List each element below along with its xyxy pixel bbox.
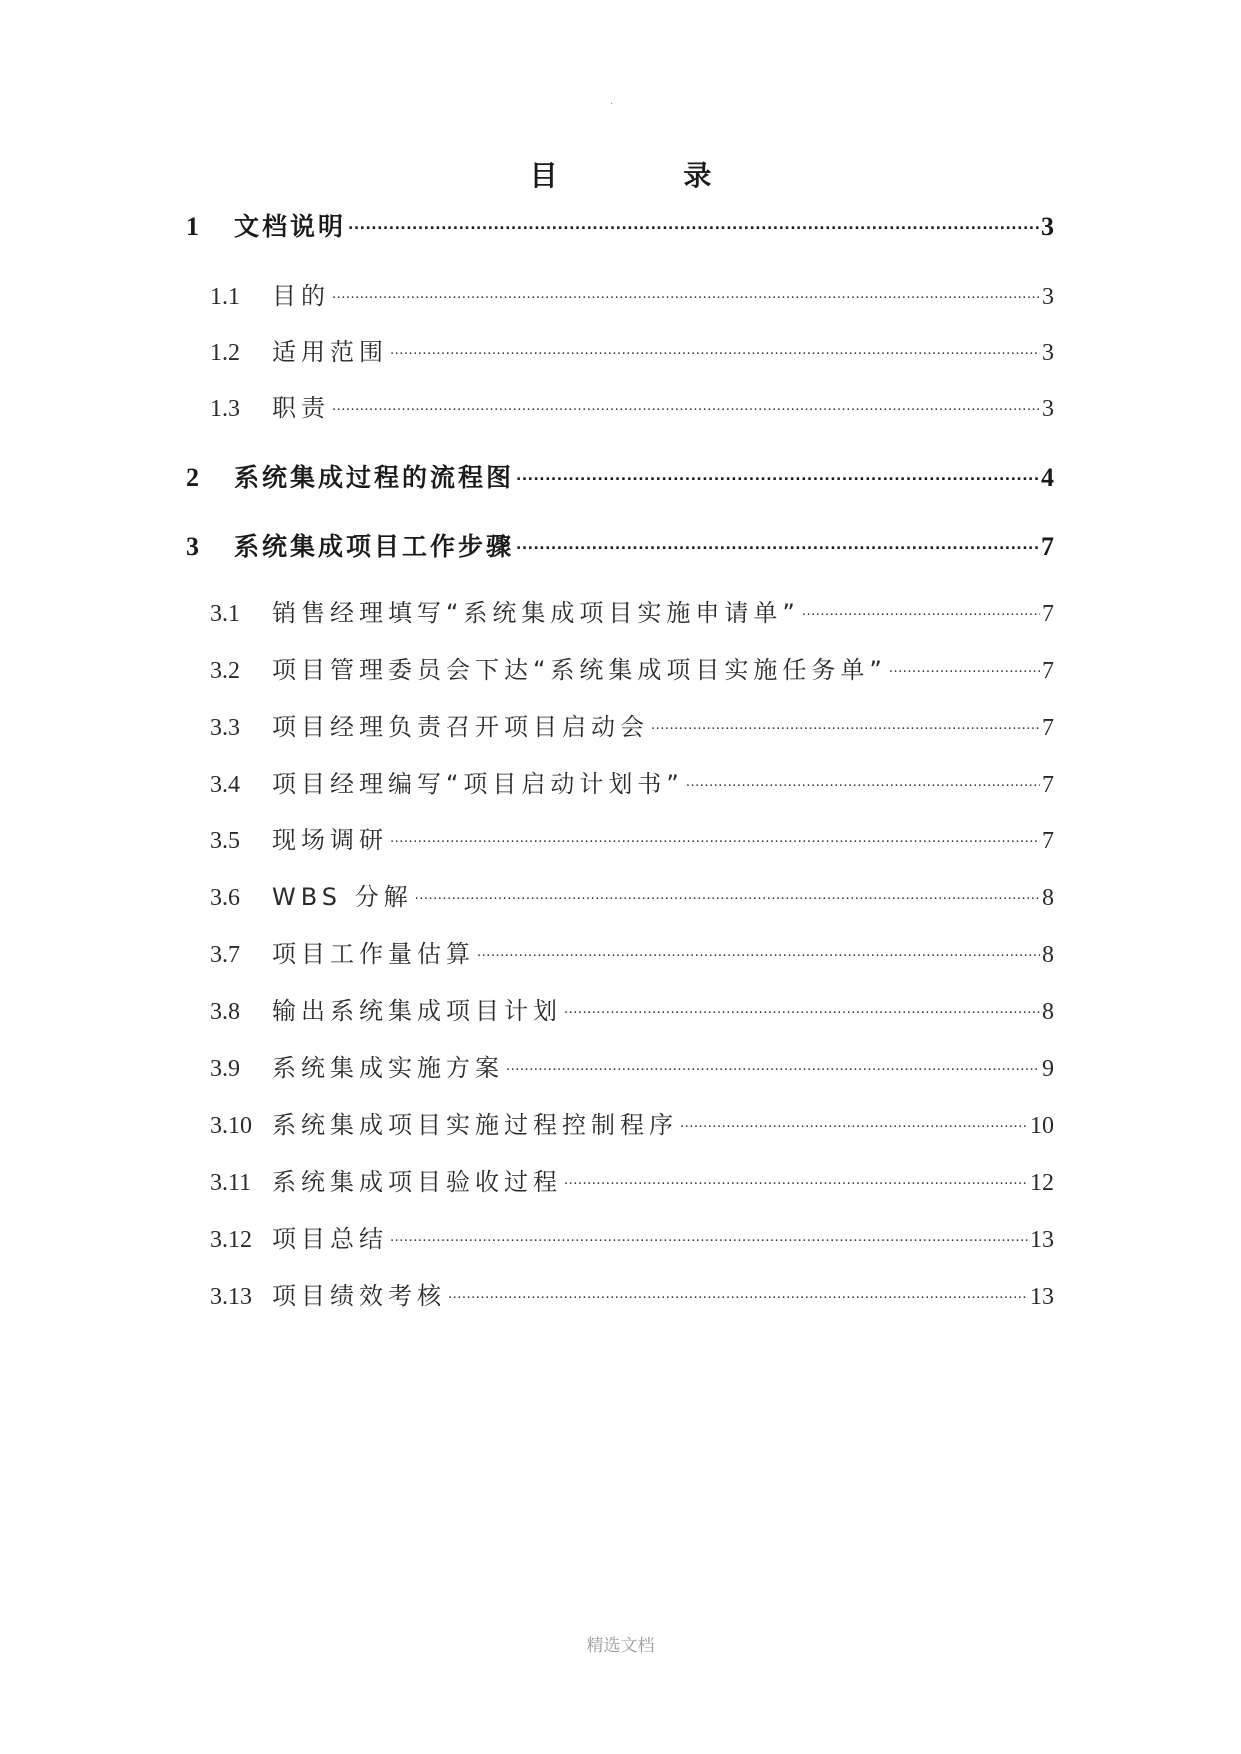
toc-entry-page: 10 [1030,1112,1054,1139]
toc-entry-title: 职责 [272,393,330,422]
toc-entry-page: 7 [1042,600,1054,627]
toc-entry-number: 3 [186,532,199,561]
toc-entry-page: 7 [1041,532,1054,561]
toc-entry-page: 13 [1030,1226,1054,1253]
toc-entry-page: 3 [1042,283,1054,310]
toc-entry-page: 7 [1042,714,1054,741]
toc-entry-page: 9 [1042,1055,1054,1082]
toc-entry-page: 3 [1042,395,1054,422]
toc-entry-number: 3.13 [210,1283,252,1310]
toc-entry[interactable] [186,649,1054,689]
toc-entry-page: 4 [1041,463,1054,492]
toc-entry-title: WBS 分解 [272,882,413,911]
toc-entry-page: 13 [1030,1283,1054,1310]
toc-dot-leader [564,990,1040,1019]
toc-entry-title: 系统集成项目验收过程 [272,1167,562,1196]
toc-entry-page: 12 [1030,1169,1054,1196]
toc-entry[interactable] [186,592,1054,632]
toc-entry-page: 8 [1042,884,1054,911]
toc-entry[interactable] [186,1104,1054,1144]
toc-entry[interactable] [186,1218,1054,1258]
toc-entry-number: 1 [186,212,199,241]
toc-dot-leader [686,763,1040,792]
toc-dot-leader [332,387,1040,416]
toc-entry[interactable] [186,819,1054,859]
toc-entry-page: 3 [1042,339,1054,366]
toc-entry-title: 系统集成过程的流程图 [234,463,515,492]
toc-entry-number: 3.1 [210,600,240,627]
toc-entry-number: 1.2 [210,339,240,366]
toc-entry-number: 1.3 [210,395,240,422]
toc-entry-number: 3.10 [210,1112,252,1139]
toc-entry-page: 7 [1042,827,1054,854]
toc-dot-leader [564,1161,1028,1190]
toc-dot-leader [415,876,1040,905]
toc-entry-title: 系统集成项目实施过程控制程序 [272,1110,678,1139]
toc-entry-number: 3.8 [210,998,240,1025]
toc-entry[interactable] [186,387,1054,427]
toc-entry-number: 3.4 [210,771,240,798]
toc-entry-page: 8 [1042,941,1054,968]
toc-entry-number: 3.5 [210,827,240,854]
toc-entry[interactable] [186,1161,1054,1201]
toc-entry-title: 目的 [272,281,330,310]
toc-dot-leader [651,706,1040,735]
toc-dot-leader [802,592,1040,621]
toc-entry-number: 2 [186,463,199,492]
toc-entry[interactable] [186,1275,1054,1315]
toc-entry-page: 7 [1042,657,1054,684]
toc-entry[interactable] [186,456,1054,496]
toc-entry-number: 3.7 [210,941,240,968]
toc-dot-leader [889,649,1040,678]
toc-entry-number: 3.11 [210,1169,252,1196]
toc-entry-number: 3.3 [210,714,240,741]
toc-dot-leader [332,275,1040,304]
toc-dot-leader [448,1275,1028,1304]
toc-entry-title: 输出系统集成项目计划 [272,996,562,1025]
toc-entry-title: 项目管理委员会下达“系统集成项目实施任务单” [272,655,887,684]
toc-entry-number: 3.2 [210,657,240,684]
toc-entry[interactable] [186,933,1054,973]
toc-entry-title: 文档说明 [234,212,347,241]
toc-dot-leader [680,1104,1028,1133]
toc-entry[interactable] [186,990,1054,1030]
toc-entry-page: 8 [1042,998,1054,1025]
toc-entry-title: 适用范围 [272,337,388,366]
toc-entry-number: 1.1 [210,283,240,310]
toc-dot-leader [516,525,1039,555]
toc-dot-leader [390,1218,1028,1247]
toc-entry-title: 项目经理负责召开项目启动会 [272,712,649,741]
toc-entry-title: 项目经理编写“项目启动计划书” [272,769,684,798]
toc-entry-number: 3.6 [210,884,240,911]
toc-entry[interactable] [186,205,1054,245]
toc-entry-number: 3.12 [210,1226,252,1253]
toc-dot-leader [477,933,1040,962]
toc-entry-title: 系统集成项目工作步骤 [234,532,515,561]
toc-entry[interactable] [186,275,1054,315]
toc-entry[interactable] [186,525,1054,565]
toc-entry-title: 销售经理填写“系统集成项目实施申请单” [272,598,800,627]
toc-entry-page: 7 [1042,771,1054,798]
toc-entry-page: 3 [1041,212,1054,241]
toc-entry[interactable] [186,763,1054,803]
toc-entry-title: 系统集成实施方案 [272,1053,504,1082]
toc-entry-title: 现场调研 [272,825,388,854]
header-mark: . [610,96,614,107]
toc-entry-title: 项目总结 [272,1224,388,1253]
toc-entry-title: 项目绩效考核 [272,1281,446,1310]
toc-dot-leader [506,1047,1040,1076]
toc-entry[interactable] [186,876,1054,916]
toc-dot-leader [348,205,1039,235]
toc-entry-number: 3.9 [210,1055,240,1082]
page-footer: 精选文档 [586,1636,655,1656]
page-title: 目 录 [529,159,770,192]
toc-entry-title: 项目工作量估算 [272,939,475,968]
toc-entry[interactable] [186,706,1054,746]
toc-entry[interactable] [186,331,1054,371]
toc-dot-leader [390,331,1040,360]
toc-dot-leader [390,819,1040,848]
toc-entry[interactable] [186,1047,1054,1087]
toc-dot-leader [516,456,1039,486]
